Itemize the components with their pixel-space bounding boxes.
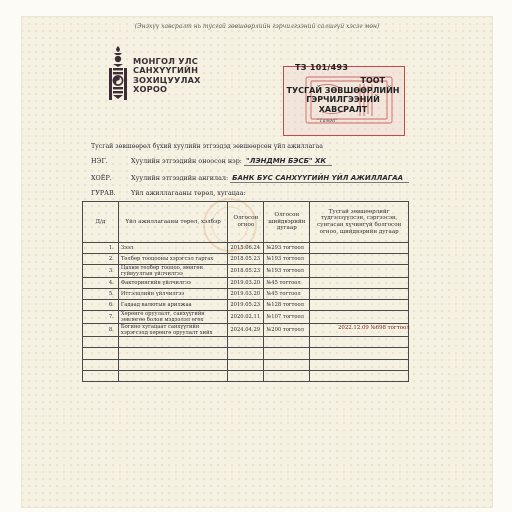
cell-order: №193 тогтоол — [264, 265, 310, 278]
cell-order: №45 тогтоол — [264, 289, 310, 300]
table-row — [83, 254, 409, 265]
header-order: Олгосон шийдвэрийн дугаар — [264, 202, 310, 243]
cell-date: 2015.06.24 — [228, 243, 264, 254]
table-row-blank — [83, 337, 409, 348]
cell-empty — [228, 370, 264, 381]
cell-note — [310, 265, 409, 278]
cell-empty — [228, 348, 264, 359]
cell-note — [310, 300, 409, 311]
table-row — [83, 265, 409, 278]
header-note: Тусгай зөвшөөрлийг түдгэлзүүлсэн, сэргээсэн, сунгасан хүчингүй болгосон огноо, шийдвэрийн дугаар — [310, 202, 409, 243]
soyombo-emblem-icon — [105, 45, 131, 105]
cell-empty — [264, 359, 310, 370]
cell-empty — [228, 359, 264, 370]
cell-idx: 4. — [83, 278, 119, 289]
table-row-blank — [83, 348, 409, 359]
table-row-blank — [83, 359, 409, 370]
cell-order: №45 тогтоол — [264, 278, 310, 289]
cell-activity: Итгэлцлийн үйлчилгээ — [118, 289, 228, 300]
cell-empty — [310, 348, 409, 359]
table-row — [83, 300, 409, 311]
cell-empty — [118, 359, 228, 370]
cell-activity: Гадаад валютын арилжаа — [118, 300, 228, 311]
renewal-note: 2022.12.09 №698 тогтоол — [338, 325, 410, 331]
cell-activity: Цахим төлбөр тооцоо, мөнгөн гуйвуулгын үйлчилгээ — [118, 265, 228, 278]
cell-note — [310, 243, 409, 254]
cell-order: №200 тогтоол — [264, 324, 310, 337]
authority-name: МОНГОЛ УЛС САНХҮҮГИЙН ЗОХИЦУУЛАХ ХОРОО — [133, 56, 201, 95]
cell-date: 2020.02.11 — [228, 311, 264, 324]
cell-date: 2019.05.23 — [228, 300, 264, 311]
cell-idx: 2. — [83, 254, 119, 265]
cell-idx: 7. — [83, 311, 119, 324]
table-row — [83, 311, 409, 324]
page-note: (Энэхүү хавсралт нь тусгай зөвшөөрлийн гэрчилгээний салшгүй хэсэг мөн) — [134, 23, 380, 30]
cell-date: 2018.05.23 — [228, 265, 264, 278]
table-header-row — [83, 202, 409, 243]
cell-empty — [310, 337, 409, 348]
cell-activity: Зээл — [118, 243, 228, 254]
cell-empty — [83, 348, 119, 359]
cell-activity: Факторингийн үйлчилгээ — [118, 278, 228, 289]
cell-empty — [228, 337, 264, 348]
cell-order: №293 тогтоол — [264, 243, 310, 254]
cell-note — [310, 254, 409, 265]
entity-type-value: БАНК БУС САНХҮҮГИЙН ҮЙЛ АЖИЛЛАГАА — [230, 174, 409, 183]
certificate-title: ТООТ ТУСГАЙ ЗӨВШӨӨРЛИЙН ГЭРЧИЛГЭЭНИЙ ХАВСРАЛТ — [286, 76, 400, 114]
certificate-number: ТЗ 101/493 — [295, 63, 349, 72]
cell-order: №128 тогтоол — [264, 300, 310, 311]
cell-empty — [264, 348, 310, 359]
cell-idx: 6. — [83, 300, 119, 311]
table-row-blank — [83, 370, 409, 381]
cell-empty — [118, 337, 228, 348]
cell-empty — [118, 348, 228, 359]
cell-empty — [264, 337, 310, 348]
cell-activity: Хөрөнгө оруулалт, санхүүгийн зөвлөгөө болон мэдээлэл өгөх — [118, 311, 228, 324]
activities-table — [82, 201, 409, 382]
cell-order: №107 тогтоол — [264, 311, 310, 324]
cell-date: 2019.03.20 — [228, 278, 264, 289]
field-activities: ГУРАВ. Үйл ажиллагааны төрөл, хугацаа: — [91, 189, 246, 197]
cell-activity: Богино хугацаат санхүүгийн хэрэгсэлд хөрөнгө оруулалт хийх — [118, 324, 228, 337]
cell-note — [310, 311, 409, 324]
cell-idx: 5. — [83, 289, 119, 300]
header-activity: Үйл ажиллагааны төрөл, хэлбэр — [118, 202, 228, 243]
cell-activity: Төлбөр тооцооны хэрэгсэл гаргах — [118, 254, 228, 265]
cell-note — [310, 289, 409, 300]
cell-empty — [83, 337, 119, 348]
stamp-label: "Тамга" — [317, 118, 338, 124]
cell-date: 2024.04.29 — [228, 324, 264, 337]
cell-note — [310, 278, 409, 289]
field-company-name: НЭГ. Хуулийн этгээдийн оноосон нэр: "ЛЭНДМН БЭСБ" ХК — [91, 157, 332, 165]
cell-empty — [264, 370, 310, 381]
cell-date: 2019.03.20 — [228, 289, 264, 300]
table-row — [83, 278, 409, 289]
cell-empty — [310, 359, 409, 370]
table-row — [83, 243, 409, 254]
table-row — [83, 289, 409, 300]
cell-idx: 1. — [83, 243, 119, 254]
cell-empty — [83, 370, 119, 381]
header-idx: Д/д — [83, 202, 119, 243]
cell-order: №193 тогтоол — [264, 254, 310, 265]
cell-empty — [118, 370, 228, 381]
cell-date: 2018.05.23 — [228, 254, 264, 265]
intro-text: Тусгай зөвшөөрөл бүхий хуулийн этгээдэд зөвшөөрсөн үйл ажиллагаа — [91, 143, 323, 150]
cell-idx: 3. — [83, 265, 119, 278]
cell-empty — [83, 359, 119, 370]
company-name-value: "ЛЭНДМН БЭСБ" ХК — [244, 157, 332, 166]
cell-idx: 8. — [83, 324, 119, 337]
cell-empty — [310, 370, 409, 381]
header-date: Олгосон огноо — [228, 202, 264, 243]
field-entity-type: ХОЁР. Хуулийн этгээдийн ангилал: БАНК БУС САНХҮҮГИЙН ҮЙЛ АЖИЛЛАГАА — [91, 174, 409, 182]
